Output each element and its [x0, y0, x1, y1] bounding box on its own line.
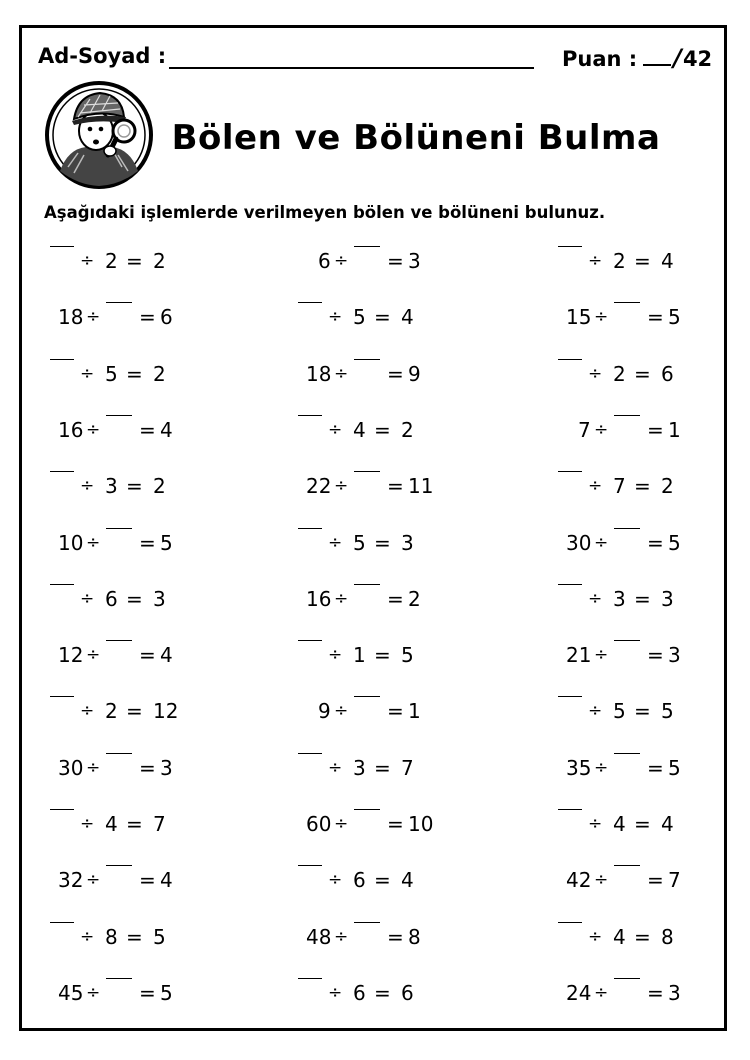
- equals-sign: =: [634, 812, 651, 836]
- equals-sign: =: [634, 249, 651, 273]
- quotient-value: 7: [668, 868, 681, 893]
- division-sign: ÷: [80, 251, 95, 271]
- quotient-value: 12: [153, 699, 179, 724]
- quotient-value: 6: [401, 980, 414, 1005]
- answer-blank[interactable]: [50, 809, 74, 810]
- equals-sign: =: [126, 586, 143, 611]
- equals-sign: =: [387, 699, 404, 724]
- quotient-value: 4: [160, 643, 173, 668]
- divisor-value: 6: [353, 980, 366, 1005]
- equals-sign: =: [374, 868, 391, 893]
- equals-sign: =: [387, 812, 404, 836]
- quotient-value: 5: [668, 530, 681, 555]
- division-problem: [48, 809, 198, 839]
- divisor-value: 8: [105, 924, 118, 949]
- dividend-value: 30: [566, 530, 592, 555]
- dividend-value: 60: [306, 812, 332, 836]
- quotient-value: 8: [408, 924, 421, 949]
- division-sign: ÷: [594, 982, 609, 1003]
- division-sign: ÷: [86, 419, 101, 440]
- division-problem: [296, 302, 446, 332]
- quotient-value: 2: [661, 474, 674, 499]
- division-problem: [556, 302, 706, 332]
- division-sign: ÷: [328, 870, 343, 891]
- division-problem: [296, 528, 446, 558]
- division-sign: ÷: [328, 982, 343, 1003]
- answer-blank[interactable]: [106, 865, 132, 866]
- quotient-value: 1: [668, 417, 681, 442]
- dividend-value: 42: [566, 868, 592, 893]
- division-problem: [556, 922, 706, 952]
- division-sign: ÷: [80, 476, 95, 497]
- quotient-value: 2: [401, 417, 414, 442]
- dividend-value: 18: [58, 305, 84, 330]
- answer-blank[interactable]: [50, 471, 74, 472]
- division-problem: [556, 528, 706, 558]
- division-problem: [48, 753, 198, 783]
- division-sign: ÷: [588, 814, 603, 834]
- quotient-value: 7: [153, 812, 166, 836]
- equals-sign: =: [387, 249, 404, 273]
- equals-sign: =: [139, 305, 156, 330]
- name-label: Ad-Soyad :: [38, 44, 167, 68]
- division-sign: ÷: [594, 645, 609, 666]
- quotient-value: 3: [668, 643, 681, 668]
- equals-sign: =: [374, 980, 391, 1005]
- answer-blank[interactable]: [106, 978, 132, 979]
- quotient-value: 3: [153, 586, 166, 611]
- answer-blank[interactable]: [614, 640, 640, 641]
- division-sign: ÷: [86, 645, 101, 666]
- division-problem: [296, 359, 446, 389]
- equals-sign: =: [374, 755, 391, 780]
- quotient-value: 6: [160, 305, 173, 330]
- answer-blank[interactable]: [298, 978, 322, 979]
- answer-blank[interactable]: [106, 415, 132, 416]
- answer-blank[interactable]: [614, 302, 640, 303]
- division-sign: ÷: [334, 251, 349, 271]
- division-problem: [556, 471, 706, 501]
- division-problem: [556, 696, 706, 726]
- quotient-value: 4: [401, 305, 414, 330]
- dividend-value: 9: [318, 699, 331, 724]
- quotient-value: 4: [661, 249, 674, 273]
- equals-sign: =: [126, 361, 143, 386]
- division-sign: ÷: [588, 588, 603, 609]
- answer-blank[interactable]: [614, 528, 640, 529]
- equals-sign: =: [374, 530, 391, 555]
- division-problem: [556, 809, 706, 839]
- quotient-value: 2: [408, 586, 421, 611]
- divisor-value: 2: [105, 699, 118, 724]
- division-problem: [296, 584, 446, 614]
- quotient-value: 2: [153, 474, 166, 499]
- equals-sign: =: [387, 474, 404, 499]
- equals-sign: =: [634, 699, 651, 724]
- divisor-value: 5: [613, 699, 626, 724]
- dividend-value: 6: [318, 249, 331, 273]
- division-sign: ÷: [86, 532, 101, 553]
- quotient-value: 5: [668, 305, 681, 330]
- division-problem: [556, 584, 706, 614]
- divisor-value: 5: [353, 305, 366, 330]
- division-sign: ÷: [594, 870, 609, 891]
- answer-blank[interactable]: [558, 809, 582, 810]
- dividend-value: 18: [306, 361, 332, 386]
- quotient-value: 5: [160, 530, 173, 555]
- dividend-value: 16: [58, 417, 84, 442]
- divisor-value: 3: [613, 586, 626, 611]
- answer-blank[interactable]: [558, 246, 582, 247]
- equals-sign: =: [634, 586, 651, 611]
- divisor-value: 4: [613, 812, 626, 836]
- division-sign: ÷: [334, 701, 349, 722]
- quotient-value: 5: [661, 699, 674, 724]
- quotient-value: 4: [661, 812, 674, 836]
- equals-sign: =: [634, 924, 651, 949]
- divisor-value: 4: [105, 812, 118, 836]
- quotient-value: 3: [661, 586, 674, 611]
- dividend-value: 16: [306, 586, 332, 611]
- division-sign: ÷: [86, 982, 101, 1003]
- dividend-value: 12: [58, 643, 84, 668]
- quotient-value: 7: [401, 755, 414, 780]
- division-problem: [48, 246, 198, 276]
- division-problem: [556, 865, 706, 895]
- division-problem: [48, 415, 198, 445]
- division-problem: [48, 696, 198, 726]
- division-sign: ÷: [588, 251, 603, 271]
- divisor-value: 6: [353, 868, 366, 893]
- division-problem: [556, 978, 706, 1008]
- division-sign: ÷: [334, 814, 349, 834]
- division-sign: ÷: [594, 757, 609, 778]
- equals-sign: =: [647, 305, 664, 330]
- equals-sign: =: [126, 474, 143, 499]
- quotient-value: 5: [401, 643, 414, 668]
- answer-blank[interactable]: [298, 415, 322, 416]
- equals-sign: =: [634, 361, 651, 386]
- division-sign: ÷: [588, 363, 603, 384]
- quotient-value: 5: [668, 755, 681, 780]
- equals-sign: =: [387, 924, 404, 949]
- equals-sign: =: [126, 812, 143, 836]
- answer-blank[interactable]: [354, 471, 380, 472]
- answer-blank[interactable]: [354, 809, 380, 810]
- quotient-value: 4: [401, 868, 414, 893]
- division-sign: ÷: [334, 476, 349, 497]
- equals-sign: =: [647, 755, 664, 780]
- dividend-value: 45: [58, 980, 84, 1005]
- division-problem: [296, 922, 446, 952]
- division-problem: [48, 865, 198, 895]
- division-sign: ÷: [328, 757, 343, 778]
- division-sign: ÷: [334, 363, 349, 384]
- equals-sign: =: [126, 249, 143, 273]
- answer-blank[interactable]: [50, 359, 74, 360]
- division-sign: ÷: [594, 419, 609, 440]
- equals-sign: =: [139, 755, 156, 780]
- quotient-value: 1: [408, 699, 421, 724]
- division-sign: ÷: [80, 701, 95, 722]
- answer-blank[interactable]: [106, 753, 132, 754]
- divisor-value: 7: [613, 474, 626, 499]
- quotient-value: 5: [160, 980, 173, 1005]
- equals-sign: =: [374, 643, 391, 668]
- division-problem: [296, 753, 446, 783]
- answer-blank[interactable]: [558, 922, 582, 923]
- equals-sign: =: [387, 586, 404, 611]
- division-problem: [48, 359, 198, 389]
- dividend-value: 15: [566, 305, 592, 330]
- answer-blank[interactable]: [614, 753, 640, 754]
- division-sign: ÷: [80, 363, 95, 384]
- dividend-value: 48: [306, 924, 332, 949]
- quotient-value: 4: [160, 417, 173, 442]
- division-sign: ÷: [588, 476, 603, 497]
- divisor-value: 4: [613, 924, 626, 949]
- equals-sign: =: [634, 474, 651, 499]
- answer-blank[interactable]: [614, 978, 640, 979]
- equals-sign: =: [139, 530, 156, 555]
- equals-sign: =: [647, 980, 664, 1005]
- equals-sign: =: [647, 530, 664, 555]
- division-sign: ÷: [334, 588, 349, 609]
- score-total: 42: [682, 47, 713, 71]
- quotient-value: 3: [160, 755, 173, 780]
- equals-sign: =: [139, 868, 156, 893]
- equals-sign: =: [126, 924, 143, 949]
- divisor-value: 2: [613, 361, 626, 386]
- division-problem: [556, 753, 706, 783]
- division-sign: ÷: [588, 926, 603, 947]
- quotient-value: 5: [153, 924, 166, 949]
- division-problem: [48, 584, 198, 614]
- equals-sign: =: [139, 643, 156, 668]
- quotient-value: 2: [153, 249, 166, 273]
- division-problem: [296, 809, 446, 839]
- quotient-value: 3: [401, 530, 414, 555]
- answer-blank[interactable]: [558, 696, 582, 697]
- answer-blank[interactable]: [558, 584, 582, 585]
- division-sign: ÷: [328, 532, 343, 553]
- equals-sign: =: [139, 417, 156, 442]
- division-problem: [556, 246, 706, 276]
- quotient-value: 4: [160, 868, 173, 893]
- answer-blank[interactable]: [558, 471, 582, 472]
- answer-blank[interactable]: [354, 922, 380, 923]
- score-slash: /: [673, 44, 682, 72]
- answer-blank[interactable]: [298, 528, 322, 529]
- answer-blank[interactable]: [106, 528, 132, 529]
- equals-sign: =: [387, 361, 404, 386]
- division-problem: [556, 359, 706, 389]
- division-problem: [48, 640, 198, 670]
- division-problem: [48, 922, 198, 952]
- answer-blank[interactable]: [50, 584, 74, 585]
- division-sign: ÷: [80, 926, 95, 947]
- quotient-value: 3: [408, 249, 421, 273]
- score-label: Puan :: [562, 47, 638, 71]
- equals-sign: =: [139, 980, 156, 1005]
- dividend-value: 35: [566, 755, 592, 780]
- division-problem: [296, 865, 446, 895]
- dividend-value: 30: [58, 755, 84, 780]
- answer-blank[interactable]: [354, 696, 380, 697]
- equals-sign: =: [647, 417, 664, 442]
- divisor-value: 4: [353, 417, 366, 442]
- page-title: Bölen ve Bölüneni Bulma: [171, 118, 661, 158]
- division-sign: ÷: [588, 701, 603, 722]
- division-sign: ÷: [86, 870, 101, 891]
- equals-sign: =: [647, 643, 664, 668]
- quotient-value: 3: [668, 980, 681, 1005]
- divisor-value: 5: [353, 530, 366, 555]
- dividend-value: 21: [566, 643, 592, 668]
- division-problem: [556, 640, 706, 670]
- division-problem: [48, 302, 198, 332]
- divisor-value: 2: [105, 249, 118, 273]
- equals-sign: =: [647, 868, 664, 893]
- answer-blank[interactable]: [298, 640, 322, 641]
- answer-blank[interactable]: [50, 922, 74, 923]
- division-problem: [48, 978, 198, 1008]
- division-sign: ÷: [86, 307, 101, 328]
- division-sign: ÷: [328, 307, 343, 328]
- answer-blank[interactable]: [558, 359, 582, 360]
- answer-blank[interactable]: [354, 246, 380, 247]
- division-sign: ÷: [80, 814, 95, 834]
- divisor-value: 6: [105, 586, 118, 611]
- answer-blank[interactable]: [298, 302, 322, 303]
- division-problem: [556, 415, 706, 445]
- answer-blank[interactable]: [50, 696, 74, 697]
- divisor-value: 5: [105, 361, 118, 386]
- division-sign: ÷: [594, 307, 609, 328]
- answer-blank[interactable]: [354, 584, 380, 585]
- division-problem: [48, 471, 198, 501]
- quotient-value: 8: [661, 924, 674, 949]
- answer-blank[interactable]: [298, 753, 322, 754]
- answer-blank[interactable]: [298, 865, 322, 866]
- answer-blank[interactable]: [354, 359, 380, 360]
- quotient-value: 10: [408, 812, 434, 836]
- dividend-value: 22: [306, 474, 332, 499]
- division-problem: [296, 415, 446, 445]
- dividend-value: 32: [58, 868, 84, 893]
- divisor-value: 3: [105, 474, 118, 499]
- answer-blank[interactable]: [614, 865, 640, 866]
- division-sign: ÷: [334, 926, 349, 947]
- division-sign: ÷: [80, 588, 95, 609]
- divisor-value: 1: [353, 643, 366, 668]
- equals-sign: =: [374, 305, 391, 330]
- answer-blank[interactable]: [614, 415, 640, 416]
- division-problem: [296, 696, 446, 726]
- division-sign: ÷: [86, 757, 101, 778]
- quotient-value: 11: [408, 474, 434, 499]
- division-problem: [296, 246, 446, 276]
- division-problem: [296, 471, 446, 501]
- dividend-value: 24: [566, 980, 592, 1005]
- divisor-value: 3: [353, 755, 366, 780]
- division-sign: ÷: [328, 645, 343, 666]
- quotient-value: 9: [408, 361, 421, 386]
- equals-sign: =: [126, 699, 143, 724]
- dividend-value: 10: [58, 530, 84, 555]
- division-problem: [48, 528, 198, 558]
- division-sign: ÷: [328, 419, 343, 440]
- divisor-value: 2: [613, 249, 626, 273]
- answer-blank[interactable]: [106, 640, 132, 641]
- division-problem: [296, 640, 446, 670]
- answer-blank[interactable]: [106, 302, 132, 303]
- dividend-value: 7: [578, 417, 591, 442]
- division-problem: [296, 978, 446, 1008]
- quotient-value: 6: [661, 361, 674, 386]
- answer-blank[interactable]: [50, 246, 74, 247]
- equals-sign: =: [374, 417, 391, 442]
- instructions: Aşağıdaki işlemlerde verilmeyen bölen ve bölüneni bulunuz.: [44, 203, 606, 222]
- quotient-value: 2: [153, 361, 166, 386]
- division-sign: ÷: [594, 532, 609, 553]
